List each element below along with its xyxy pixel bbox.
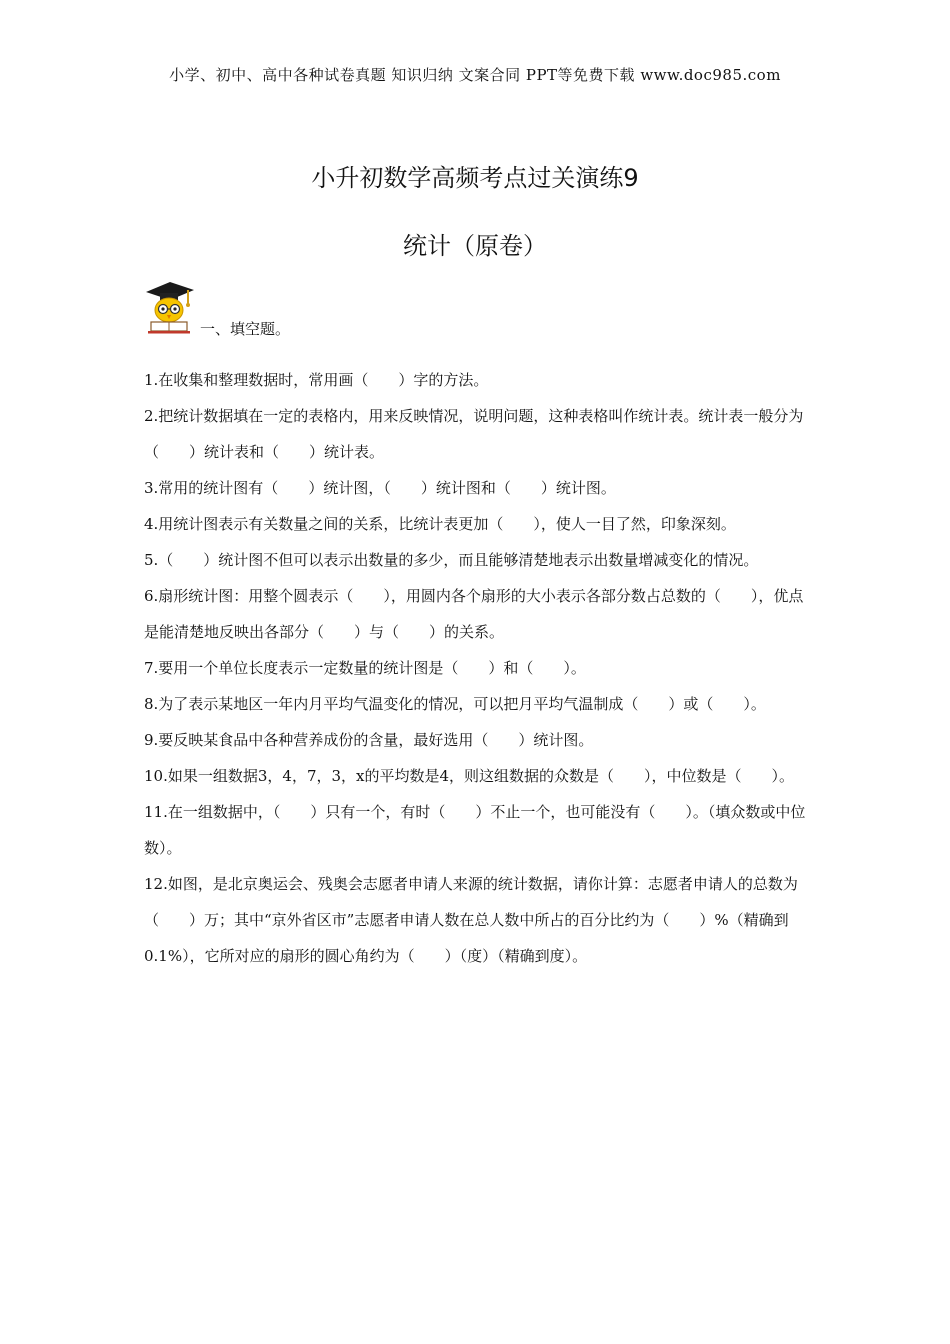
question-item: 12.如图，是北京奥运会、残奥会志愿者申请人来源的统计数据，请你计算：志愿者申请人的总数为（ ）万；其中“京外省区市”志愿者申请人数在总人数中所占的百分比约为（ ）%（精确到0.1%），它所对应的扇形的圆心角约为（ ）（度）（精确到度）。 [144, 875, 798, 965]
section-header [142, 278, 542, 338]
page-header-note: 小学、初中、高中各种试卷真题 知识归纳 文案合同 PPT等免费下载 www.doc985.com [169, 66, 781, 84]
question-item: 9.要反映某食品中各种营养成份的含量，最好选用（ ）统计图。 [144, 731, 594, 749]
page-subtitle: 统计（原卷） [403, 232, 547, 260]
question-item: 8.为了表示某地区一年内月平均气温变化的情况，可以把月平均气温制成（ ）或（ ）。 [144, 695, 766, 713]
graduate-mascot-icon [142, 278, 196, 334]
page-title: 小升初数学高频考点过关演练9 [311, 164, 639, 192]
question-list [144, 362, 810, 974]
question-item: 10.如果一组数据3，4，7，3，x的平均数是4，则这组数据的众数是（ ），中位数是（ ）。 [144, 767, 795, 785]
section-label: 一、填空题。 [200, 320, 291, 338]
question-item: 1.在收集和整理数据时，常用画（ ）字的方法。 [144, 371, 489, 389]
question-item: 11.在一组数据中，（ ）只有一个，有时（ ）不止一个，也可能没有（ ）。（填众数或中位数）。 [144, 803, 806, 857]
question-item: 6.扇形统计图：用整个圆表示（ ），用圆内各个扇形的大小表示各部分数占总数的（ ），优点是能清楚地反映出各部分（ ）与（ ）的关系。 [144, 587, 804, 641]
question-item: 4.用统计图表示有关数量之间的关系，比统计表更加（ ），使人一目了然，印象深刻。 [144, 515, 736, 533]
question-item: 2.把统计数据填在一定的表格内，用来反映情况，说明问题，这种表格叫作统计表。统计表一般分为（ ）统计表和（ ）统计表。 [144, 407, 804, 461]
question-item: 7.要用一个单位长度表示一定数量的统计图是（ ）和（ ）。 [144, 659, 586, 677]
question-item: 3.常用的统计图有（ ）统计图，（ ）统计图和（ ）统计图。 [144, 479, 616, 497]
question-item: 5.（ ）统计图不但可以表示出数量的多少，而且能够清楚地表示出数量增减变化的情况。 [144, 551, 759, 569]
